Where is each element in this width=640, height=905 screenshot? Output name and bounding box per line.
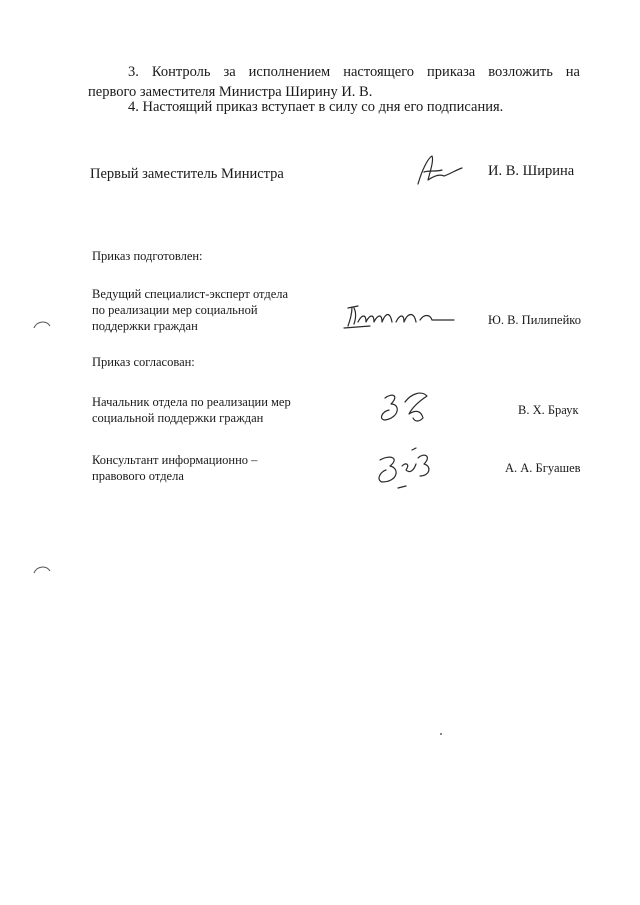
agreed-position-line: Начальник отдела по реализации мер [92,395,291,409]
prepared-position-line: по реализации мер социальной [92,303,258,317]
prepared-signature [340,300,460,332]
agreed-position-line: Консультант информационно – [92,453,258,467]
prepared-position-line: Ведущий специалист-эксперт отдела [92,287,289,301]
agreed-position-line: социальной поддержки граждан [92,411,264,425]
agreed-person-2-signature [372,444,444,494]
signatory-position: Первый заместитель Министра [90,166,284,182]
agreed-person-2-name: А. А. Бгуашев [505,461,581,475]
paragraph-4: 4. Настоящий приказ вступает в силу со дня его подписания. [128,99,504,115]
prepared-heading: Приказ подготовлен: [92,249,203,263]
agreed-person-1-name: В. Х. Браук [518,403,579,417]
agreed-heading: Приказ согласован: [92,355,195,369]
prepared-position-line: поддержки граждан [92,319,198,333]
prepared-position [92,286,332,334]
paragraph-3-line-1: 3. Контроль за исполнением настоящего приказа возложить на [128,64,580,80]
agreed-person-1-position [92,394,332,426]
agreed-person-2-position [92,452,332,484]
signatory-name: И. В. Ширина [488,163,575,179]
margin-hole-mark [32,318,52,330]
agreed-person-1-signature [375,388,445,430]
margin-hole-mark [32,563,52,575]
scan-speck [440,733,442,735]
prepared-name: Ю. В. Пилипейко [488,313,581,327]
paragraph-3-line-2: первого заместителя Министра Ширину И. В. [88,84,373,100]
signatory-signature [410,150,470,190]
agreed-position-line: правового отдела [92,469,184,483]
